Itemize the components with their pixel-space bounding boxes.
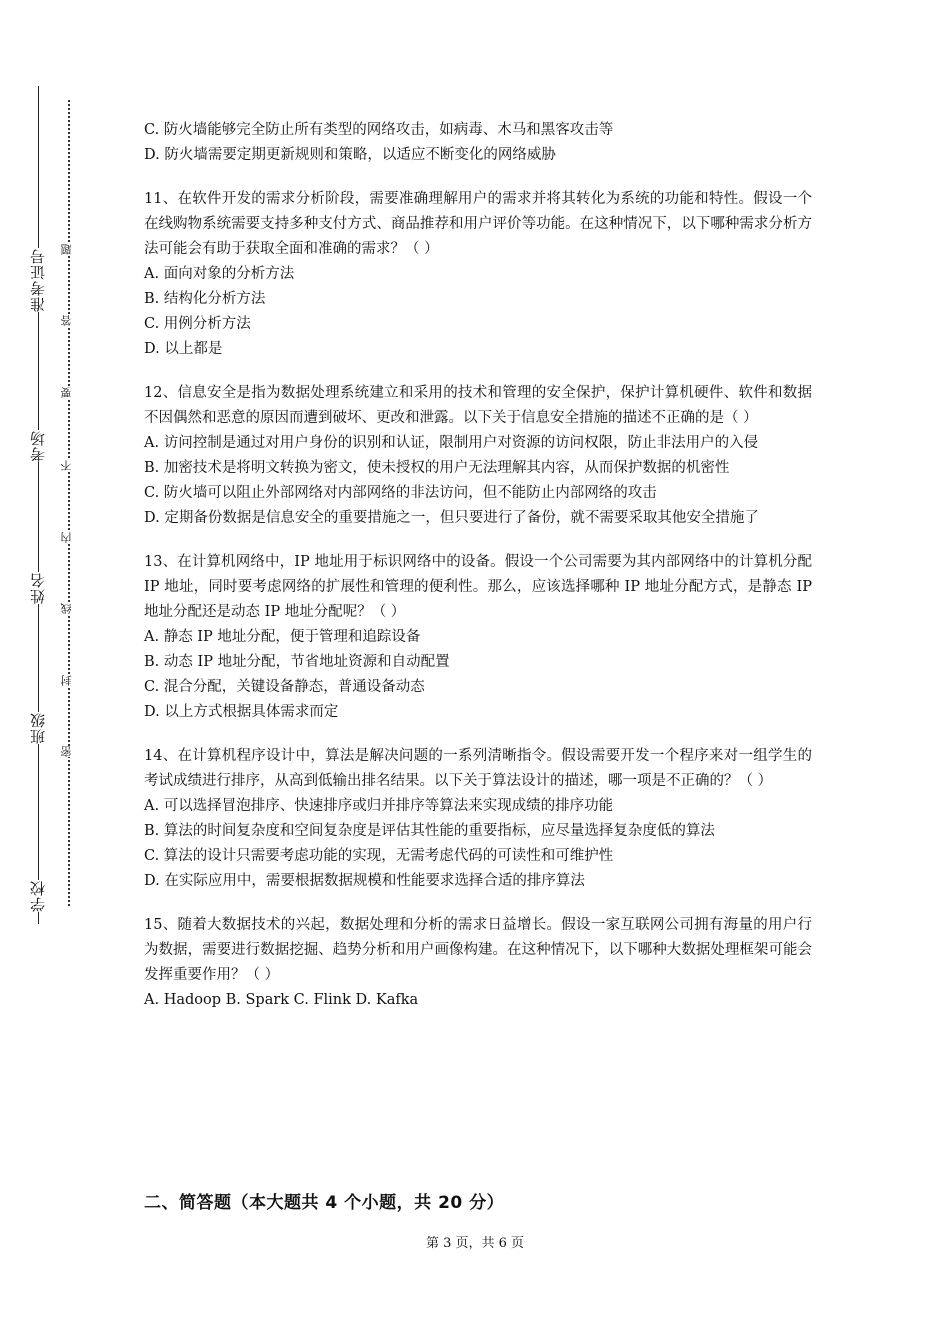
- option-b: B. 动态 IP 地址分配，节省地址资源和自动配置: [144, 654, 450, 670]
- option-c: C. 防火墙能够完全防止所有类型的网络攻击，如病毒、木马和黑客攻击等: [144, 122, 614, 138]
- student-name-label: 姓名: [29, 572, 47, 604]
- page-footer: 第 3 页，共 6 页: [425, 1236, 525, 1251]
- option-b: B. 加密技术是将明文转换为密文，使未授权的用户无法理解其内容，从而保护数据的机密性: [144, 460, 730, 476]
- seal-char: 内: [60, 532, 73, 543]
- seal-char: 要: [60, 387, 73, 398]
- seal-char: 封: [60, 675, 73, 686]
- question-stem: 12、信息安全是指为数据处理系统建立和采用的技术和管理的安全保护，保护计算机硬件、软件和数据不因偶然和恶意的原因而遭到破坏、更改和泄露。以下关于信息安全措施的描述不正确的是（ ）: [144, 385, 812, 426]
- option-d: D. 防火墙需要定期更新规则和策略，以适应不断变化的网络威胁: [144, 147, 556, 163]
- question-stem: 15、随着大数据技术的兴起，数据处理和分析的需求日益增长。假设一家互联网公司拥有海量的用户行为数据，需要进行数据挖掘、趋势分析和用户画像构建。在这种情况下，以下哪种大数据处理框架可能会发挥重要作用？（ ）: [144, 917, 812, 983]
- question-stem: 13、在计算机网络中，IP 地址用于标识网络中的设备。假设一个公司需要为其内部网络中的计算机分配 IP 地址，同时要考虑网络的扩展性和管理的便利性。那么，应该选择哪种 IP 地址分配方式，是静态 IP 地址分配还是动态 IP 地址分配呢？（ ）: [144, 554, 812, 620]
- question-11: [144, 187, 812, 362]
- seal-char: 密: [60, 746, 73, 757]
- option-a: A. 面向对象的分析方法: [144, 266, 295, 282]
- option-b: B. 结构化分析方法: [144, 291, 266, 307]
- margin-solid-line: [38, 86, 39, 924]
- question-14: [144, 744, 812, 894]
- seal-char: 题: [60, 244, 73, 255]
- margin-dotted-line: [68, 100, 70, 906]
- carryover-options: [144, 118, 812, 168]
- option-c: C. 防火墙可以阻止外部网络对内部网络的非法访问，但不能防止内部网络的攻击: [144, 485, 657, 501]
- question-12: [144, 381, 812, 531]
- option-c: C. 算法的设计只需要考虑功能的实现，无需考虑代码的可读性和可维护性: [144, 848, 614, 864]
- option-a: A. 静态 IP 地址分配，便于管理和追踪设备: [144, 629, 421, 645]
- option-c: C. 混合分配，关键设备静态，普通设备动态: [144, 679, 425, 695]
- question-15: [144, 913, 812, 1013]
- seal-char: 线: [60, 603, 73, 614]
- seal-char: 答: [60, 315, 73, 326]
- question-stem: 11、在软件开发的需求分析阶段，需要准确理解用户的需求并将其转化为系统的功能和特性。假设一个在线购物系统需要支持多种支付方式、商品推荐和用户评价等功能。在这种情况下，以下哪种需求分析方法可能会有助于获取全面和准确的需求？（ ）: [144, 191, 812, 257]
- question-13: [144, 550, 812, 725]
- binding-margin: [0, 0, 100, 1344]
- option-c: C. 用例分析方法: [144, 316, 251, 332]
- option-d: D. 以上都是: [144, 341, 223, 357]
- options-inline: A. Hadoop B. Spark C. Flink D. Kafka: [144, 992, 419, 1008]
- exam-content: [144, 118, 812, 1013]
- exam-number-label: 准考证号: [29, 248, 47, 312]
- class-label: 班级: [29, 712, 47, 744]
- seal-char: 不: [60, 460, 73, 471]
- section-title: 二、简答题（本大题共 4 个小题，共 20 分）: [144, 1193, 505, 1213]
- option-d: D. 定期备份数据是信息安全的重要措施之一，但只要进行了备份，就不需要采取其他安全措施了: [144, 510, 759, 526]
- exam-room-label: 考场: [29, 430, 47, 462]
- option-d: D. 以上方式根据具体需求而定: [144, 704, 339, 720]
- question-stem: 14、在计算机程序设计中，算法是解决问题的一系列清晰指令。假设需要开发一个程序来对一组学生的考试成绩进行排序，从高到低输出排名结果。以下关于算法设计的描述，哪一项是不正确的？（ ）: [144, 748, 812, 789]
- school-label: 学校: [29, 880, 47, 912]
- option-b: B. 算法的时间复杂度和空间复杂度是评估其性能的重要指标，应尽量选择复杂度低的算法: [144, 823, 715, 839]
- option-d: D. 在实际应用中，需要根据数据规模和性能要求选择合适的排序算法: [144, 873, 585, 889]
- option-a: A. 可以选择冒泡排序、快速排序或归并排序等算法来实现成绩的排序功能: [144, 798, 614, 814]
- option-a: A. 访问控制是通过对用户身份的识别和认证，限制用户对资源的访问权限，防止非法用户的入侵: [144, 435, 759, 451]
